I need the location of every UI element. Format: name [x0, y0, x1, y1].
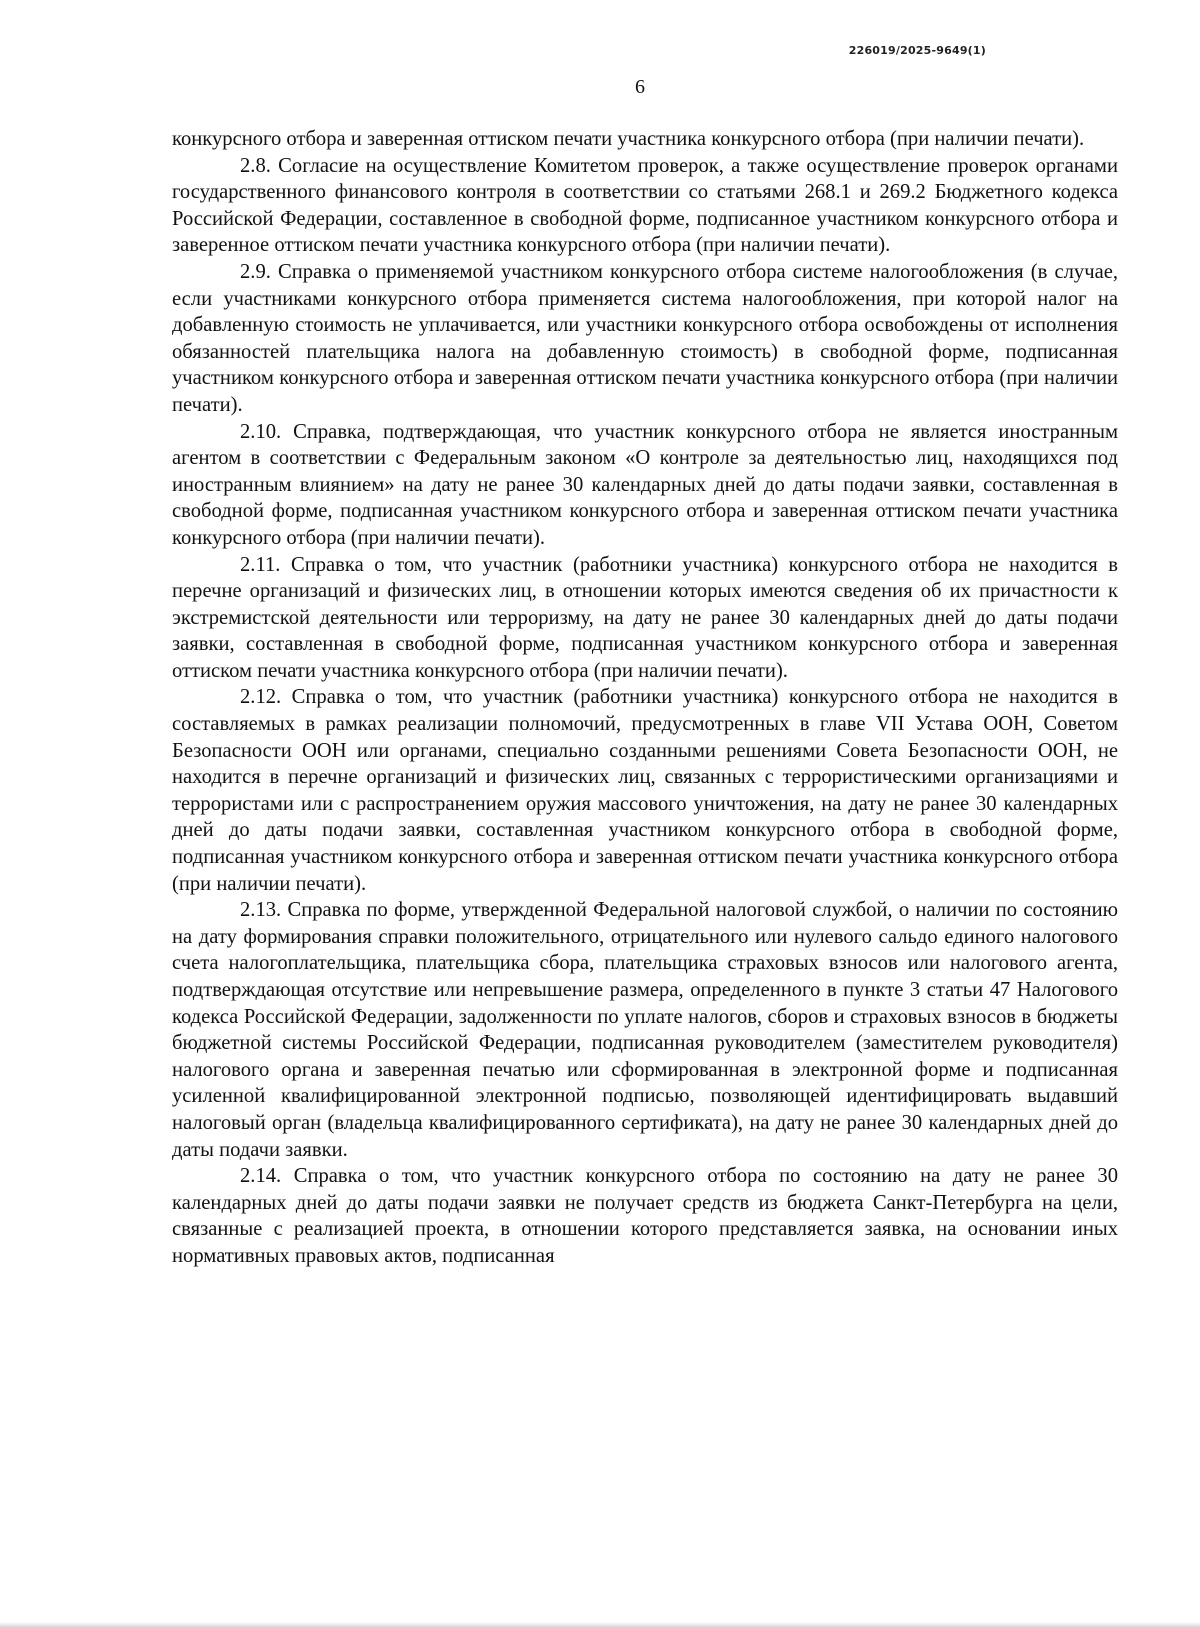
paragraph-continuation: конкурсного отбора и заверенная оттиском печати участника конкурсного отбора (при наличии печати). [172, 128, 1085, 150]
paragraph-2-12: 2.12. Справка о том, что участник (работники участника) конкурсного отбора не находится в составляемых в рамках реализации полномочий, предусмотренных в главе VII Устава ООН, Советом Безопасности ООН или органами, специально созданными решениями Совета Безопасности ООН, не находится в перечне организаций и физических лиц, связанных с террористическими организациями и террористами или с распространением оружия массового уничтожения, на дату не ранее 30 календарных дней до даты подачи заявки, составленная участником конкурсного отбора в свободной форме, подписанная участником конкурсного отбора и заверенная оттиском печати участника конкурсного отбора (при наличии печати). [172, 686, 1118, 895]
paragraph-2-10: 2.10. Справка, подтверждающая, что участник конкурсного отбора не является иностранным агентом в соответствии с Федеральным законом «О контроле за деятельностью лиц, находящихся под иностранным влиянием» на дату не ранее 30 календарных дней до даты подачи заявки, составленная в свободной форме, подписанная участником конкурсного отбора и заверенная оттиском печати участника конкурсного отбора (при наличии печати). [172, 420, 1118, 549]
page-number: 6 [635, 76, 645, 98]
registration-number: 226019/2025-9649(1) [848, 44, 986, 57]
paragraph-2-8: 2.8. Согласие на осуществление Комитетом проверок, а также осуществление проверок органами государственного финансового контроля в соответствии со статьями 268.1 и 269.2 Бюджетного кодекса Российской Федерации, составленное в свободной форме, подписанное участником конкурсного отбора и заверенное оттиском печати участника конкурсного отбора (при наличии печати). [172, 154, 1118, 257]
paragraph-2-14: 2.14. Справка о том, что участник конкурсного отбора по состоянию на дату не ранее 30 календарных дней до даты подачи заявки не получает средств из бюджета Санкт-Петербурга на цели, связанные с реализацией проекта, в отношении которого представляется заявка, на основании иных нормативных правовых актов, подписанная [172, 1165, 1118, 1267]
paragraph-2-13: 2.13. Справка по форме, утвержденной Федеральной налоговой службой, о наличии по состоянию на дату формирования справки положительного, отрицательного или нулевого сальдо единого налогового счета налогоплательщика, плательщика сбора, плательщика страховых взносов или налогового агента, подтверждающая отсутствие или непревышение размера, определенного в пункте 3 статьи 47 Налогового кодекса Российской Федерации, задолженности по уплате налогов, сборов и страховых взносов в бюджеты бюджетной системы Российской Федерации, подписанная руководителем (заместителем руководителя) налогового органа и заверенная печатью или сформированная в электронной форме и подписанная усиленной квалифицированной электронной подписью, позволяющей идентифицировать выдавший налоговый орган (владельца квалифицированного сертификата), на дату не ранее 30 календарных дней до даты подачи заявки. [172, 899, 1118, 1161]
paragraph-2-11: 2.11. Справка о том, что участник (работники участника) конкурсного отбора не находится в перечне организаций и физических лиц, в отношении которых имеются сведения об их причастности к экстремистской деятельности или терроризму, на дату не ранее 30 календарных дней до даты подачи заявки, составленная в свободной форме, подписанная участником конкурсного отбора и заверенная оттиском печати участника конкурсного отбора (при наличии печати). [172, 553, 1118, 682]
scan-bottom-edge [0, 1622, 1200, 1628]
paragraph-2-9: 2.9. Справка о применяемой участником конкурсного отбора системе налогообложения (в случае, если участниками конкурсного отбора применяется система налогообложения, при которой налог на добавленную стоимость не уплачивается, или участники конкурсного отбора освобождены от исполнения обязанностей плательщика налога на добавленную стоимость) в свободной форме, подписанная участником конкурсного отбора и заверенная оттиском печати участника конкурсного отбора (при наличии печати). [172, 260, 1118, 416]
document-body [172, 126, 1118, 1270]
